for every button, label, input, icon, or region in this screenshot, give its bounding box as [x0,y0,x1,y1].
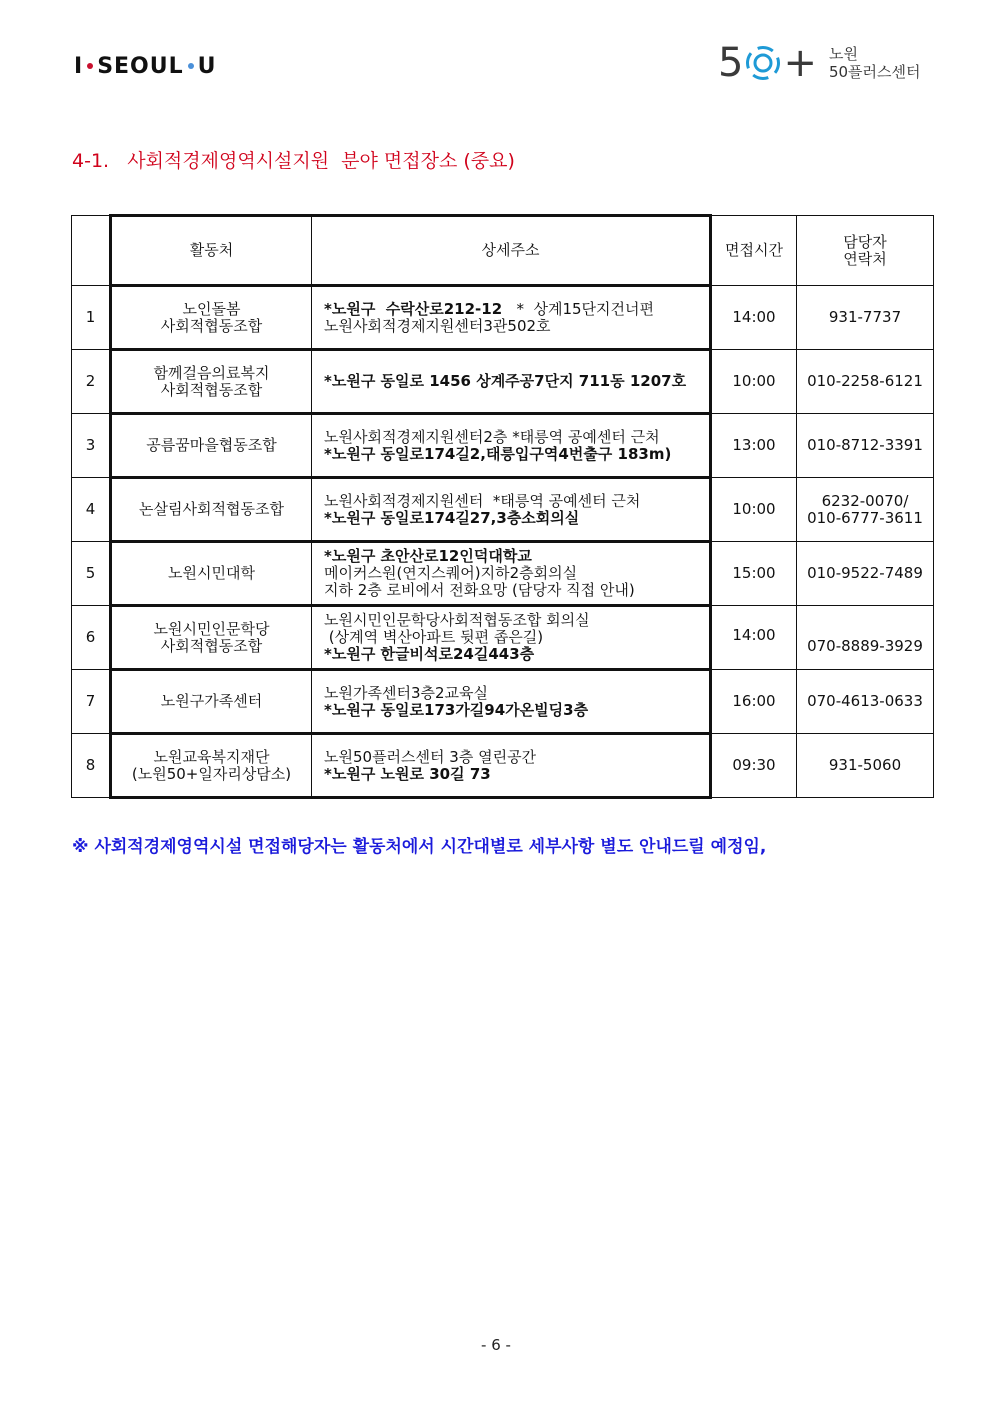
address-line [324,373,709,390]
contact-number: 6232-0070/ [821,491,909,510]
logo-text-i: I [74,53,84,79]
address-line [324,510,709,527]
address-normal-part: (상계역 벽산아파트 뒷편 좁은길) [324,628,544,646]
interview-time: 16:00 [711,670,797,734]
contact-cell [797,542,934,606]
org-name-cell [111,414,312,478]
address-cell [312,478,711,542]
address-cell [312,734,711,798]
table-row [72,606,934,670]
logo-text-u: U [197,53,217,79]
header-org: 활동처 [111,216,312,286]
red-dot-icon [87,63,93,69]
org-name-line: 노원시민대학 [168,564,255,582]
row-number: 7 [72,670,111,734]
row-number: 3 [72,414,111,478]
address-cell [312,542,711,606]
blue-dot-icon [188,63,194,69]
row-number: 6 [72,606,111,670]
address-normal-part: 메이커스원(연지스퀘어)지하2층회의실 [324,564,578,582]
org-name-line: 사회적협동조합 [160,636,263,655]
org-name-line: (노원50+일자리상담소) [131,764,292,783]
contact-number: 010-2258-6121 [807,372,923,390]
contact-number: 070-8889-3929 [807,637,923,655]
address-normal-part: 노원사회적경제지원센터 *태릉역 공예센터 근처 [324,491,641,510]
contact-number: 010-6777-3611 [807,508,923,527]
header-contact-line-2: 연락처 [843,249,887,268]
address-cell [312,350,711,414]
address-line [324,612,709,629]
header-time: 면접시간 [711,216,797,286]
org-name-cell [111,350,312,414]
address-line [324,493,709,510]
address-normal-part: 노원사회적경제지원센터3관502호 [324,316,551,335]
row-number: 2 [72,350,111,414]
target-circle-icon [745,45,781,81]
org-name-line: 함께걸음의료복지 [153,363,270,382]
logo-line-2: 50플러스센터 [828,63,921,81]
address-normal-part: 노원시민인문학당사회적협동조합 회의실 [324,611,590,629]
address-normal-part: * 상계15단지건너편 [502,299,654,318]
address-line [324,318,709,335]
address-normal-part: 노원가족센터3층2교육실 [324,683,488,702]
address-bold-part: *노원구 동일로174길27,3층소회의실 [324,508,580,527]
address-cell [312,414,711,478]
contact-cell [797,350,934,414]
table-row [72,734,934,798]
address-line [324,446,709,463]
row-number: 8 [72,734,111,798]
interview-time: 09:30 [711,734,797,798]
org-name-line: 노원교육복지재단 [153,747,270,766]
contact-cell [797,670,934,734]
address-normal-part: 노원사회적경제지원센터2층 *태릉역 공예센터 근처 [324,427,660,446]
address-line [324,301,709,318]
org-name-cell [111,478,312,542]
address-line [324,749,709,766]
contact-number: 931-5060 [828,756,902,774]
address-bold-part: *노원구 초안산로12인덕대학교 [324,547,532,565]
header-address: 상세주소 [312,216,711,286]
table-row [72,414,934,478]
address-bold-part: *노원구 노원로 30길 73 [324,764,491,783]
address-bold-part: *노원구 동일로174길2,태릉입구역4번출구 183m) [324,444,672,463]
interview-time: 10:00 [711,350,797,414]
address-line [324,685,709,702]
interview-time: 13:00 [711,414,797,478]
address-bold-part: *노원구 수락산로212-12 [324,299,503,318]
org-name-cell [111,606,312,670]
org-name-line: 노원시민인문학당 [153,619,270,638]
address-normal-part: 지하 2층 로비에서 전화요망 (담당자 직접 안내) [324,581,635,599]
table-row [72,478,934,542]
org-name-cell [111,734,312,798]
header-no [72,216,111,286]
notice-text: ※ 사회적경제영역시설 면접해당자는 활동처에서 시간대별로 세부사항 별도 안내드릴 예정임, [72,837,767,857]
org-name-cell [111,670,312,734]
interview-time: 14:00 [711,286,797,350]
address-bold-part: *노원구 동일로173가길94가온빌딩3층 [324,700,589,719]
org-name-cell [111,286,312,350]
nowon-50plus-logo [718,40,921,86]
address-line [324,582,709,599]
contact-cell [797,734,934,798]
header-contact [797,216,934,286]
address-bold-part: *노원구 한글비석로24길443층 [324,645,535,663]
contact-cell [797,414,934,478]
interview-time: 15:00 [711,542,797,606]
row-number: 4 [72,478,111,542]
contact-cell [797,286,934,350]
logo-plus: + [783,40,817,86]
contact-number: 070-4613-0633 [807,692,923,710]
org-name-line: 사회적협동조합 [160,380,263,399]
contact-cell [797,606,934,670]
org-name-line: 공름꿈마을협동조합 [146,436,277,454]
interview-time: 10:00 [711,478,797,542]
table-row [72,670,934,734]
section-title: 4-1. 사회적경제영역시설지원 분야 면접장소 (중요) [72,150,515,172]
page-number: - 6 - [481,1336,511,1354]
address-line [324,548,709,565]
table-row [72,350,934,414]
i-seoul-u-logo [74,52,217,80]
address-line [324,629,709,646]
row-number: 1 [72,286,111,350]
address-cell [312,670,711,734]
header-contact-line-1: 담당자 [843,232,887,251]
address-line [324,565,709,582]
contact-number: 931-7737 [828,308,902,326]
address-line [324,646,709,663]
contact-number: 010-8712-3391 [807,436,923,454]
org-name-cell [111,542,312,606]
interview-location-table [71,214,934,799]
org-name-line: 사회적협동조합 [160,316,263,335]
logo-text-seoul: SEOUL [97,53,184,79]
contact-cell [797,478,934,542]
logo-text [829,45,921,81]
logo-number: 5 [718,40,744,86]
address-line [324,766,709,783]
org-name-line: 논살림사회적협동조합 [139,500,284,518]
table-header-row [72,216,934,286]
address-line [324,702,709,719]
address-normal-part: 노원50플러스센터 3층 열린공간 [324,747,537,766]
interview-time: 14:00 [711,606,797,670]
contact-number: 010-9522-7489 [807,564,923,582]
address-line [324,429,709,446]
logo-line-1: 노원 [828,45,858,63]
address-cell [312,606,711,670]
address-bold-part: *노원구 동일로 1456 상계주공7단지 711동 1207호 [324,372,687,390]
address-cell [312,286,711,350]
org-name-line: 노인돌봄 [182,299,241,318]
row-number: 5 [72,542,111,606]
table-row [72,542,934,606]
org-name-line: 노원구가족센터 [160,692,263,710]
table-row [72,286,934,350]
